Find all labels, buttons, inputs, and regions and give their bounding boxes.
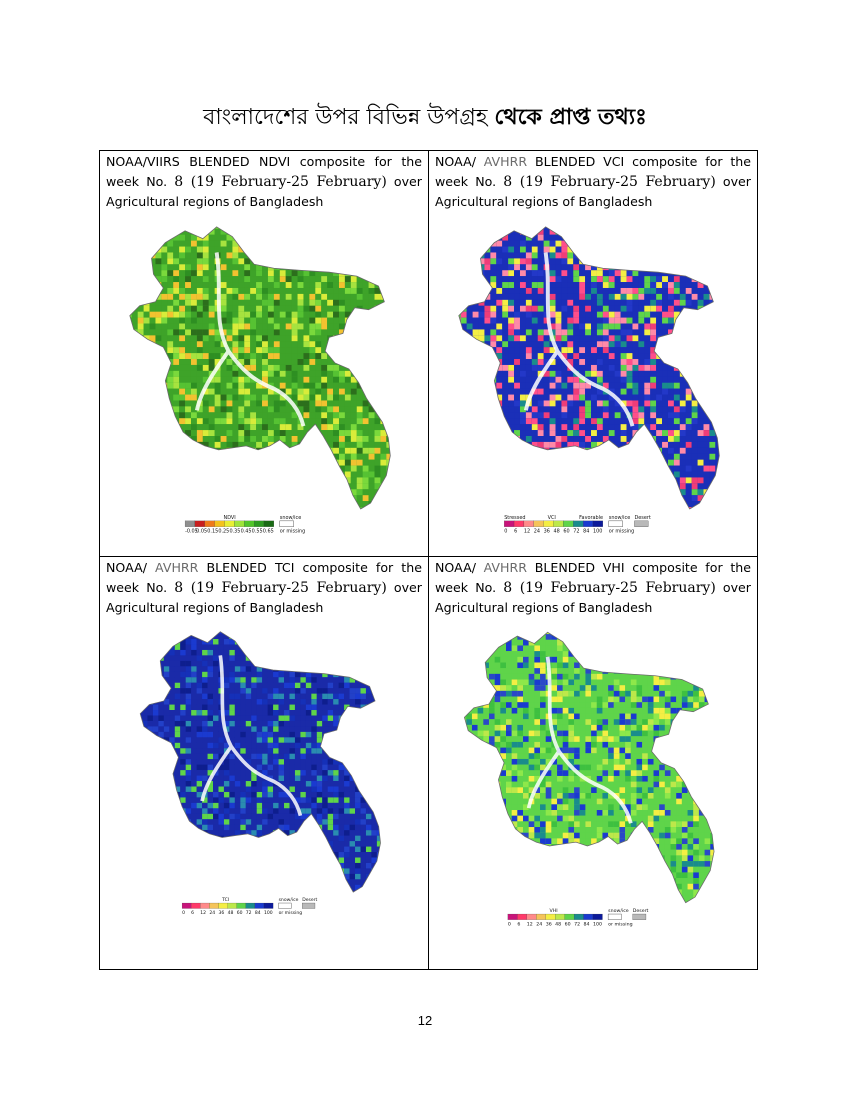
caption-prefix: NOAA/ <box>106 560 156 576</box>
legend-tick-label: 6 <box>517 922 521 928</box>
legend-tick-label: 0.25 <box>218 528 230 535</box>
caption-prefix: NOAA/ <box>435 560 484 576</box>
legend-tick-label: 12 <box>523 528 531 535</box>
legend-tick-label: 60 <box>563 528 570 535</box>
legend-extra-label: snow/ice <box>608 909 629 915</box>
legend-tick-label: 72 <box>573 528 580 535</box>
caption-suffix: over Agricultural regions of Bangladesh <box>106 173 422 209</box>
legend-tick-label: 84 <box>583 922 590 928</box>
caption-week-detail: 8 (19 February-25 February) <box>174 579 387 596</box>
panel-vci <box>429 151 758 557</box>
legend-stressed: Stressed <box>504 514 526 521</box>
caption-middle: BLENDED TCI composite for the week <box>106 560 422 595</box>
legend-title: VCI <box>547 514 556 521</box>
legend-tick-label: 0 <box>504 528 508 535</box>
panel-ndvi <box>100 151 429 557</box>
caption-week-no: No. <box>146 579 168 595</box>
panel-caption <box>429 151 757 212</box>
legend-tick-label: 100 <box>593 922 603 928</box>
legend-tick-label: 12 <box>526 922 533 928</box>
legend-tick-label: 24 <box>533 528 541 535</box>
caption-middle: BLENDED VCI composite for the week <box>435 154 751 189</box>
legend-tick-label: 60 <box>564 922 571 928</box>
legend-title: VHI <box>549 909 558 915</box>
legend-swatch <box>225 521 235 527</box>
legend-extra-label: snow/ice <box>278 898 299 904</box>
legend-swatch <box>205 521 215 527</box>
legend-swatch <box>504 521 514 527</box>
legend-swatch <box>234 521 244 527</box>
legend-swatch <box>555 915 564 921</box>
legend-swatch <box>536 915 545 921</box>
caption-week-detail: 8 (19 February-25 February) <box>174 173 387 190</box>
panel-vhi <box>429 557 758 970</box>
legend-swatch <box>185 521 195 527</box>
map-texture <box>118 619 409 910</box>
caption-week-no: No. <box>146 173 168 189</box>
legend-tick-label: 60 <box>236 911 243 917</box>
legend-tick-label: 84 <box>583 528 590 535</box>
legend-tick-label: 6 <box>514 528 518 535</box>
legend-tick-label: 0.15 <box>207 528 219 535</box>
legend-title: NDVI <box>223 514 236 521</box>
legend-swatch <box>574 915 583 921</box>
caption-suffix: over Agricultural regions of Bangladesh <box>435 579 751 616</box>
legend-tick-label: 24 <box>209 911 216 917</box>
legend-tick-label: 48 <box>555 922 562 928</box>
caption-sensor: AVHRR <box>483 560 528 576</box>
legend-swatch <box>563 521 573 527</box>
legend-tick-label: 36 <box>543 528 550 535</box>
caption-sensor: AVHRR <box>483 154 528 169</box>
legend-tick-label: 24 <box>536 922 543 928</box>
legend-extra-label: Desert <box>632 909 649 915</box>
caption-week-no: No. <box>475 579 497 595</box>
legend-tick-label: 0 <box>182 911 185 917</box>
legend-swatch <box>544 521 554 527</box>
legend-extra-label: or missing <box>279 528 306 535</box>
legend-swatch <box>215 521 225 527</box>
panel-caption <box>100 151 428 212</box>
legend-swatch <box>228 904 237 909</box>
legend-tick-label: 0.05 <box>196 528 208 535</box>
map-legend <box>508 909 649 928</box>
map-texture <box>442 619 745 922</box>
legend-swatch <box>218 904 227 909</box>
panel-caption <box>100 557 428 618</box>
vhi-map <box>431 619 755 941</box>
legend-swatch <box>182 904 191 909</box>
legend-tick-label: 100 <box>593 528 603 535</box>
page-number: 12 <box>417 1013 433 1028</box>
map-legend <box>182 898 317 917</box>
legend-swatch <box>527 915 536 921</box>
legend-swatch <box>200 904 209 909</box>
legend-tick-label: 36 <box>545 922 552 928</box>
legend-extra-label: snow/ice <box>608 514 631 521</box>
caption-suffix: over Agricultural regions of Bangladesh <box>435 173 751 209</box>
legend-swatch <box>524 521 534 527</box>
satellite-composite-table <box>99 150 758 970</box>
legend-swatch <box>246 904 255 909</box>
legend-swatch <box>195 521 205 527</box>
legend-swatch <box>593 521 603 527</box>
legend-tick-label: 0 <box>507 922 511 928</box>
legend-tick-label: 84 <box>254 911 261 917</box>
legend-tick-label: 0.55 <box>251 528 263 535</box>
legend-swatch <box>255 904 264 909</box>
legend-swatch <box>517 915 526 921</box>
ndvi-map <box>102 213 426 548</box>
caption-week-no: No. <box>475 173 497 189</box>
map-legend <box>504 515 651 535</box>
legend-tick-label: 0.35 <box>229 528 241 535</box>
caption-week-detail: 8 (19 February-25 February) <box>503 173 716 190</box>
legend-tick-label: 48 <box>227 911 234 917</box>
legend-extra-label: snow/ice <box>279 514 302 521</box>
legend-swatch <box>584 915 593 921</box>
legend-swatch <box>508 915 517 921</box>
panel-caption <box>429 557 757 618</box>
legend-title: TCI <box>222 898 230 904</box>
legend-tick-label: 0.45 <box>240 528 252 535</box>
legend-extra-label: or missing <box>608 922 633 928</box>
legend-swatch <box>254 521 264 527</box>
legend-swatch <box>264 904 273 909</box>
page-title-regular: বাংলাদেশের উপর বিভিন্ন উপগ্রহ <box>203 105 488 130</box>
legend-tick-label: 72 <box>245 911 252 917</box>
legend-tick-label: 12 <box>200 911 207 917</box>
vci-map <box>431 213 755 548</box>
legend-tick-label: 72 <box>574 922 581 928</box>
caption-suffix: over Agricultural regions of Bangladesh <box>106 579 422 616</box>
caption-middle: BLENDED VHI composite for the week <box>435 560 751 595</box>
legend-swatch <box>209 904 218 909</box>
map-texture <box>106 213 422 529</box>
page-title-bold: থেকে প্রাপ্ত তথ্যঃ <box>494 105 647 130</box>
legend-tick-label: 6 <box>191 911 195 917</box>
legend-swatch <box>593 915 602 921</box>
legend-swatch <box>514 521 524 527</box>
legend-swatch <box>565 915 574 921</box>
legend-tick-label: 100 <box>264 911 273 917</box>
legend-favorable: Favorable <box>579 514 604 521</box>
legend-extra-label: or missing <box>608 528 635 535</box>
legend-extra-label: Desert <box>302 898 318 904</box>
caption-week-detail: 8 (19 February-25 February) <box>503 579 716 596</box>
panel-tci <box>100 557 429 970</box>
map-legend <box>185 515 305 535</box>
caption-prefix: NOAA/ <box>435 154 484 169</box>
tci-map <box>102 619 426 929</box>
legend-swatch <box>244 521 254 527</box>
legend-extra-label: or missing <box>278 911 303 917</box>
legend-swatch <box>534 521 544 527</box>
legend-swatch <box>264 521 274 527</box>
legend-tick-label: 36 <box>218 911 225 917</box>
legend-tick-label: -0.05 <box>185 528 198 535</box>
legend-swatch <box>554 521 564 527</box>
legend-swatch <box>583 521 593 527</box>
legend-swatch <box>191 904 200 909</box>
page-title <box>0 100 850 137</box>
map-texture <box>435 213 751 529</box>
legend-swatch <box>237 904 246 909</box>
legend-extra-label: Desert <box>634 514 651 521</box>
legend-swatch <box>546 915 555 921</box>
legend-tick-label: 48 <box>553 528 560 535</box>
legend-swatch <box>573 521 583 527</box>
caption-prefix: NOAA/VIIRS BLENDED NDVI composite for the week <box>106 154 422 189</box>
legend-tick-label: 0.65 <box>262 528 274 535</box>
caption-sensor: AVHRR <box>155 560 199 576</box>
